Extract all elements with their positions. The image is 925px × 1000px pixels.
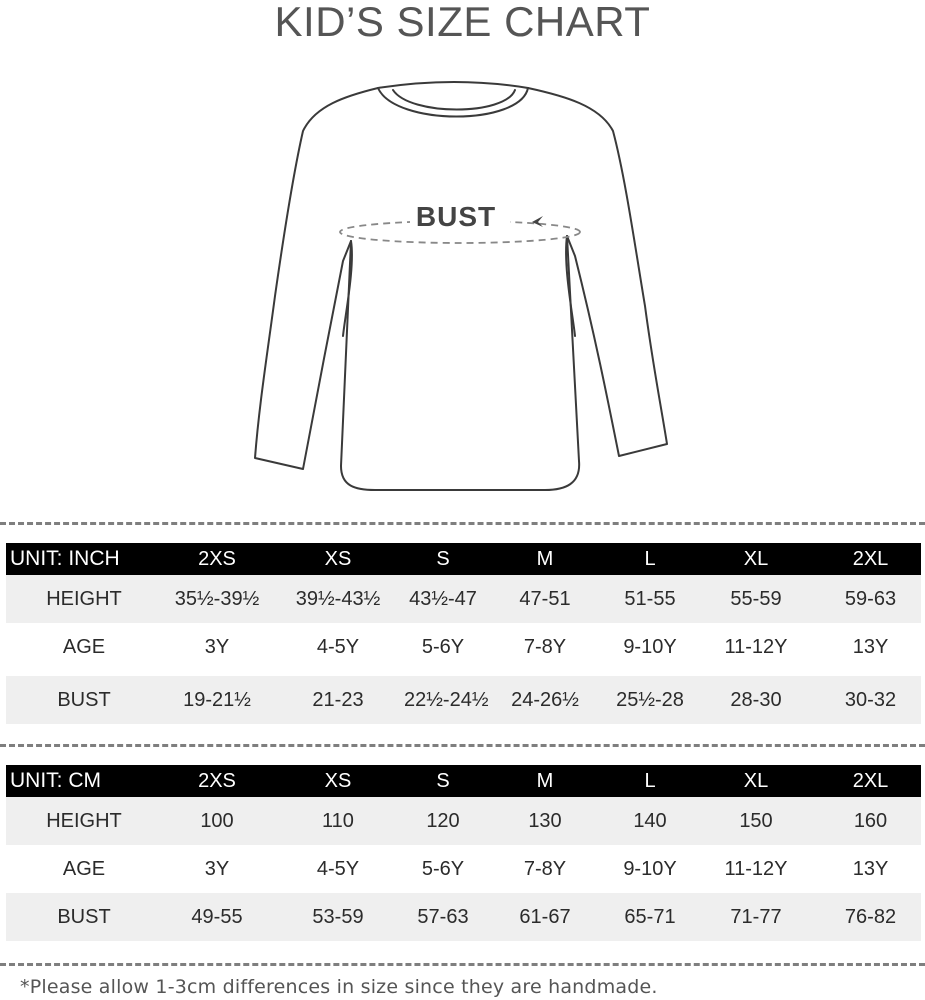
arrow-icon [532,216,543,227]
divider-bottom [0,963,925,966]
table-cell: 4-5Y [316,857,360,880]
table-cell: 43½-47 [409,587,477,610]
table-cell: 9-10Y [623,857,677,880]
table-cell: 59-63 [844,587,897,610]
table-cell: 25½-28 [616,688,684,711]
table-cell: 130 [528,809,562,832]
size-header: XS [324,547,352,570]
table-cell: 9-10Y [623,635,677,658]
table-cell: 13Y [852,635,889,658]
divider-middle [0,744,925,747]
table-cell: 22½-24½ [404,688,489,711]
table-cell: 100 [200,809,234,832]
size-header: 2XS [198,769,236,792]
table-cell: 120 [426,809,460,832]
table-cell: 5-6Y [421,857,465,880]
size-header: 2XS [198,547,236,570]
table-row [6,797,921,845]
divider-top [0,522,925,525]
row-label: AGE [62,635,106,658]
bust-label: BUST [415,201,497,232]
size-header: L [644,547,656,570]
size-header: 2XL [852,769,889,792]
row-label: HEIGHT [46,809,122,832]
table-cell: 47-51 [519,587,571,610]
row-label: AGE [62,857,106,880]
table-cell: 4-5Y [316,635,360,658]
table-cell: 150 [739,809,773,832]
table-row [6,845,921,893]
inch-header-row [6,543,921,575]
table-cell: 19-21½ [183,688,251,711]
size-header: XL [743,547,769,570]
table-cell: 21-23 [312,688,364,711]
table-cell: 28-30 [730,688,782,711]
size-header: 2XL [852,547,889,570]
size-header: L [644,769,656,792]
table-cell: 51-55 [624,587,676,610]
table-row [6,676,921,724]
table-cell: 55-59 [730,587,782,610]
table-cell: 39½-43½ [295,587,381,610]
inch-size-table [6,543,921,724]
table-cell: 13Y [852,857,889,880]
size-header: S [436,547,450,570]
table-cell: 76-82 [844,905,897,928]
table-cell: 65-71 [624,905,676,928]
unit-label: UNIT: INCH [10,547,120,570]
table-cell: 49-55 [191,905,243,928]
cm-header-row [6,765,921,797]
table-cell: 57-63 [417,905,469,928]
table-row [6,893,921,941]
handmade-note: *Please allow 1-3cm differences in size since they are handmade. [20,976,658,998]
row-label: HEIGHT [46,587,122,610]
row-label: BUST [57,688,111,711]
row-label: BUST [57,905,111,928]
size-header: S [436,769,450,792]
table-cell: 30-32 [844,688,897,711]
cm-size-table [6,765,921,941]
table-cell: 11-12Y [724,635,788,658]
size-header: M [536,547,554,570]
table-cell: 3Y [204,857,230,880]
size-header: XL [743,769,769,792]
table-cell: 35½-39½ [174,587,260,610]
table-cell: 24-26½ [511,688,579,711]
table-cell: 5-6Y [421,635,465,658]
table-cell: 160 [853,809,888,832]
table-cell: 11-12Y [724,857,788,880]
shirt-illustration [245,76,675,496]
size-header: XS [324,769,352,792]
table-cell: 53-59 [312,905,364,928]
table-cell: 3Y [204,635,230,658]
table-cell: 7-8Y [523,857,567,880]
page-title: KID’S SIZE CHART [274,0,651,45]
table-cell: 7-8Y [523,635,567,658]
table-cell: 71-77 [730,905,782,928]
table-cell: 110 [322,809,354,832]
table-row [6,623,921,671]
table-cell: 140 [633,809,667,832]
unit-label: UNIT: CM [10,769,101,792]
size-header: M [536,769,554,792]
table-row [6,575,921,623]
table-cell: 61-67 [519,905,571,928]
